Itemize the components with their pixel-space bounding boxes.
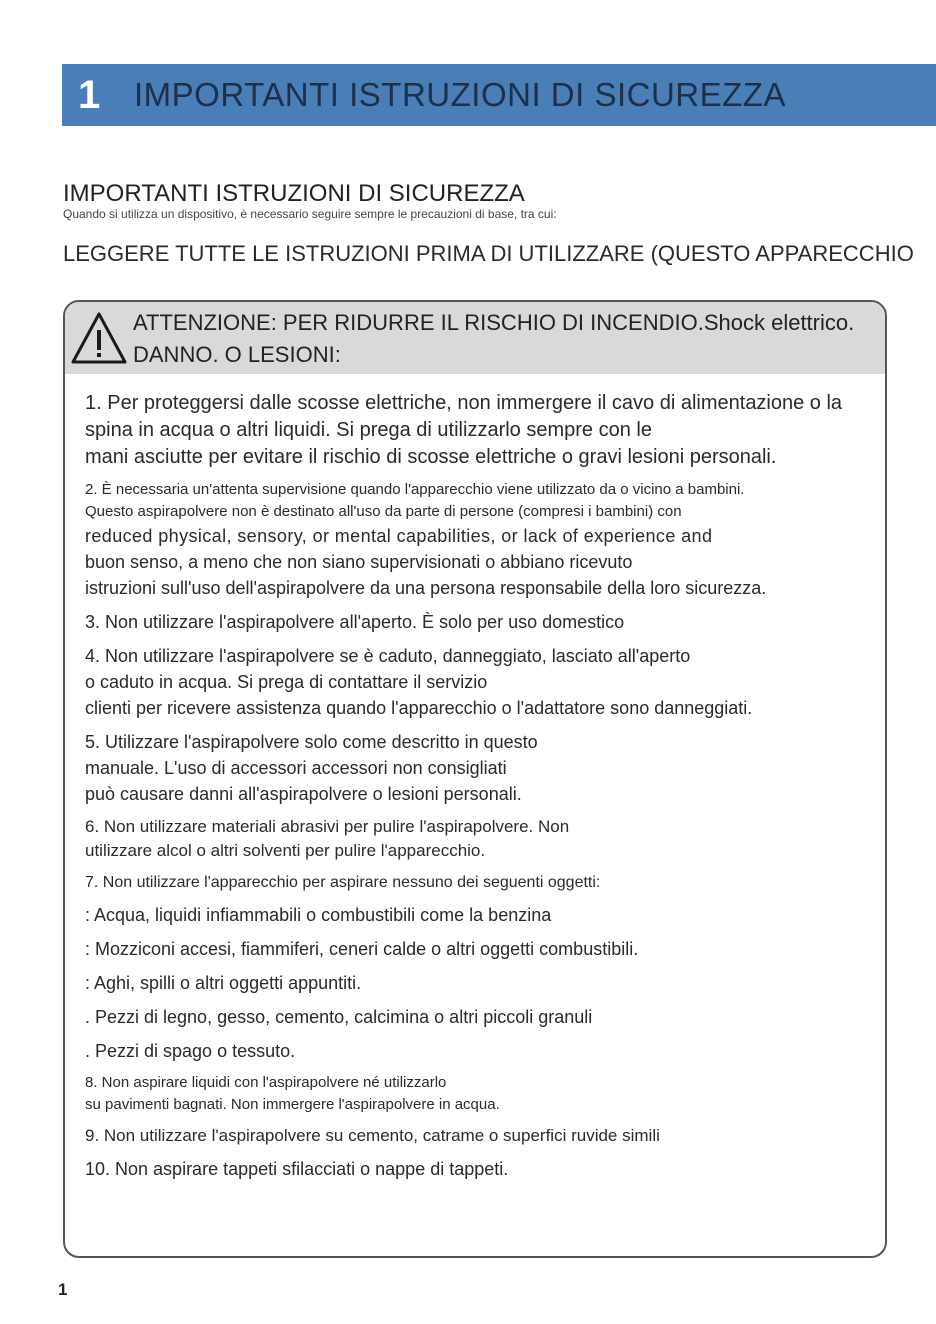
instruction-line: : Acqua, liquidi infiammabili o combustibili come la benzina bbox=[85, 905, 552, 925]
instruction-line: 7. Non utilizzare l'apparecchio per aspirare nessuno dei seguenti oggetti: bbox=[85, 874, 601, 891]
sub-item-cigarettes bbox=[85, 936, 887, 962]
instruction-line: 3. Non utilizzare l'aspirapolvere all'aperto. È solo per uso domestico bbox=[85, 612, 625, 632]
instruction-line: . Pezzi di spago o tessuto. bbox=[85, 1041, 296, 1061]
instruction-line: 2. È necessaria un'attenta supervisione quando l'apparecchio viene utilizzato da o vicino a bambini. bbox=[85, 481, 745, 498]
instruction-line: 9. Non utilizzare l'aspirapolvere su cemento, catrame o superfici ruvide simili bbox=[85, 1126, 660, 1145]
instruction-item-4 bbox=[85, 643, 887, 721]
sub-item-wood bbox=[85, 1004, 887, 1030]
instruction-line: clienti per ricevere assistenza quando l'apparecchio o l'adattatore sono danneggiati. bbox=[85, 698, 753, 718]
instruction-line: 8. Non aspirare liquidi con l'aspirapolvere né utilizzarlo bbox=[85, 1074, 447, 1091]
instruction-line: 1. Per proteggersi dalle scosse elettriche, non immergere il cavo di alimentazione o la bbox=[85, 392, 843, 414]
instruction-line: può causare danni all'aspirapolvere o lesioni personali. bbox=[85, 784, 522, 804]
instruction-item-7 bbox=[85, 871, 887, 894]
instruction-line: spina in acqua o altri liquidi. Si prega di utilizzarlo sempre con le bbox=[85, 419, 652, 441]
instruction-line: : Mozziconi accesi, fiammiferi, ceneri calde o altri oggetti combustibili. bbox=[85, 939, 639, 959]
instruction-line: 5. Utilizzare l'aspirapolvere solo come descritto in questo bbox=[85, 732, 538, 752]
instruction-item-8 bbox=[85, 1072, 887, 1116]
sub-item-needles bbox=[85, 970, 887, 996]
read-all-instructions: LEGGERE TUTTE LE ISTRUZIONI PRIMA DI UTILIZZARE (QUESTO APPARECCHIO bbox=[63, 241, 914, 266]
instruction-item-2 bbox=[85, 479, 887, 601]
intro-text: Quando si utilizza un dispositivo, è necessario seguire sempre le precauzioni di base, tra cui: bbox=[63, 207, 557, 221]
instruction-item-10 bbox=[85, 1156, 887, 1182]
instruction-line: istruzioni sull'uso dell'aspirapolvere da una persona responsabile della loro sicurezza. bbox=[85, 578, 767, 598]
instruction-line: su pavimenti bagnati. Non immergere l'aspirapolvere in acqua. bbox=[85, 1096, 500, 1113]
instruction-item-9 bbox=[85, 1124, 887, 1148]
instruction-line: . Pezzi di legno, gesso, cemento, calcimina o altri piccoli granuli bbox=[85, 1007, 593, 1027]
instruction-list bbox=[85, 390, 887, 1190]
section-number: 1 bbox=[78, 72, 101, 117]
instruction-item-6 bbox=[85, 815, 887, 863]
instruction-line: manuale. L'uso di accessori accessori non consigliati bbox=[85, 758, 507, 778]
instruction-line: 10. Non aspirare tappeti sfilacciati o nappe di tappeti. bbox=[85, 1159, 509, 1179]
instruction-line: reduced physical, sensory, or mental capabilities, or lack of experience and bbox=[85, 526, 713, 546]
section-title: IMPORTANTI ISTRUZIONI DI SICUREZZA bbox=[134, 76, 786, 113]
instruction-line: Questo aspirapolvere non è destinato all'uso da parte di persone (compresi i bambini) con bbox=[85, 503, 682, 520]
warning-header bbox=[65, 302, 885, 374]
page-number: 1 bbox=[58, 1280, 68, 1299]
instruction-item-5 bbox=[85, 729, 887, 807]
page-heading: IMPORTANTI ISTRUZIONI DI SICUREZZA bbox=[63, 180, 525, 207]
warning-line-2: DANNO. O LESIONI: bbox=[133, 342, 341, 367]
instruction-line: 4. Non utilizzare l'aspirapolvere se è caduto, danneggiato, lasciato all'aperto bbox=[85, 646, 691, 666]
instruction-line: utilizzare alcol o altri solventi per pulire l'apparecchio. bbox=[85, 841, 486, 860]
warning-triangle-icon bbox=[69, 310, 129, 371]
sub-item-string bbox=[85, 1038, 887, 1064]
instruction-item-1 bbox=[85, 390, 887, 471]
instruction-line: : Aghi, spilli o altri oggetti appuntiti. bbox=[85, 973, 362, 993]
instruction-line: o caduto in acqua. Si prega di contattare il servizio bbox=[85, 672, 488, 692]
instruction-line: mani asciutte per evitare il rischio di scosse elettriche o gravi lesioni personali. bbox=[85, 446, 777, 468]
instruction-line: buon senso, a meno che non siano supervisionati o abbiano ricevuto bbox=[85, 552, 633, 572]
instruction-line: 6. Non utilizzare materiali abrasivi per pulire l'aspirapolvere. Non bbox=[85, 817, 570, 836]
warning-line-1: ATTENZIONE: PER RIDURRE IL RISCHIO DI INCENDIO.Shock elettrico. bbox=[133, 310, 855, 335]
sub-item-water bbox=[85, 902, 887, 928]
safety-instructions-box bbox=[63, 300, 887, 1258]
instruction-item-3 bbox=[85, 609, 887, 635]
section-banner bbox=[62, 64, 936, 126]
